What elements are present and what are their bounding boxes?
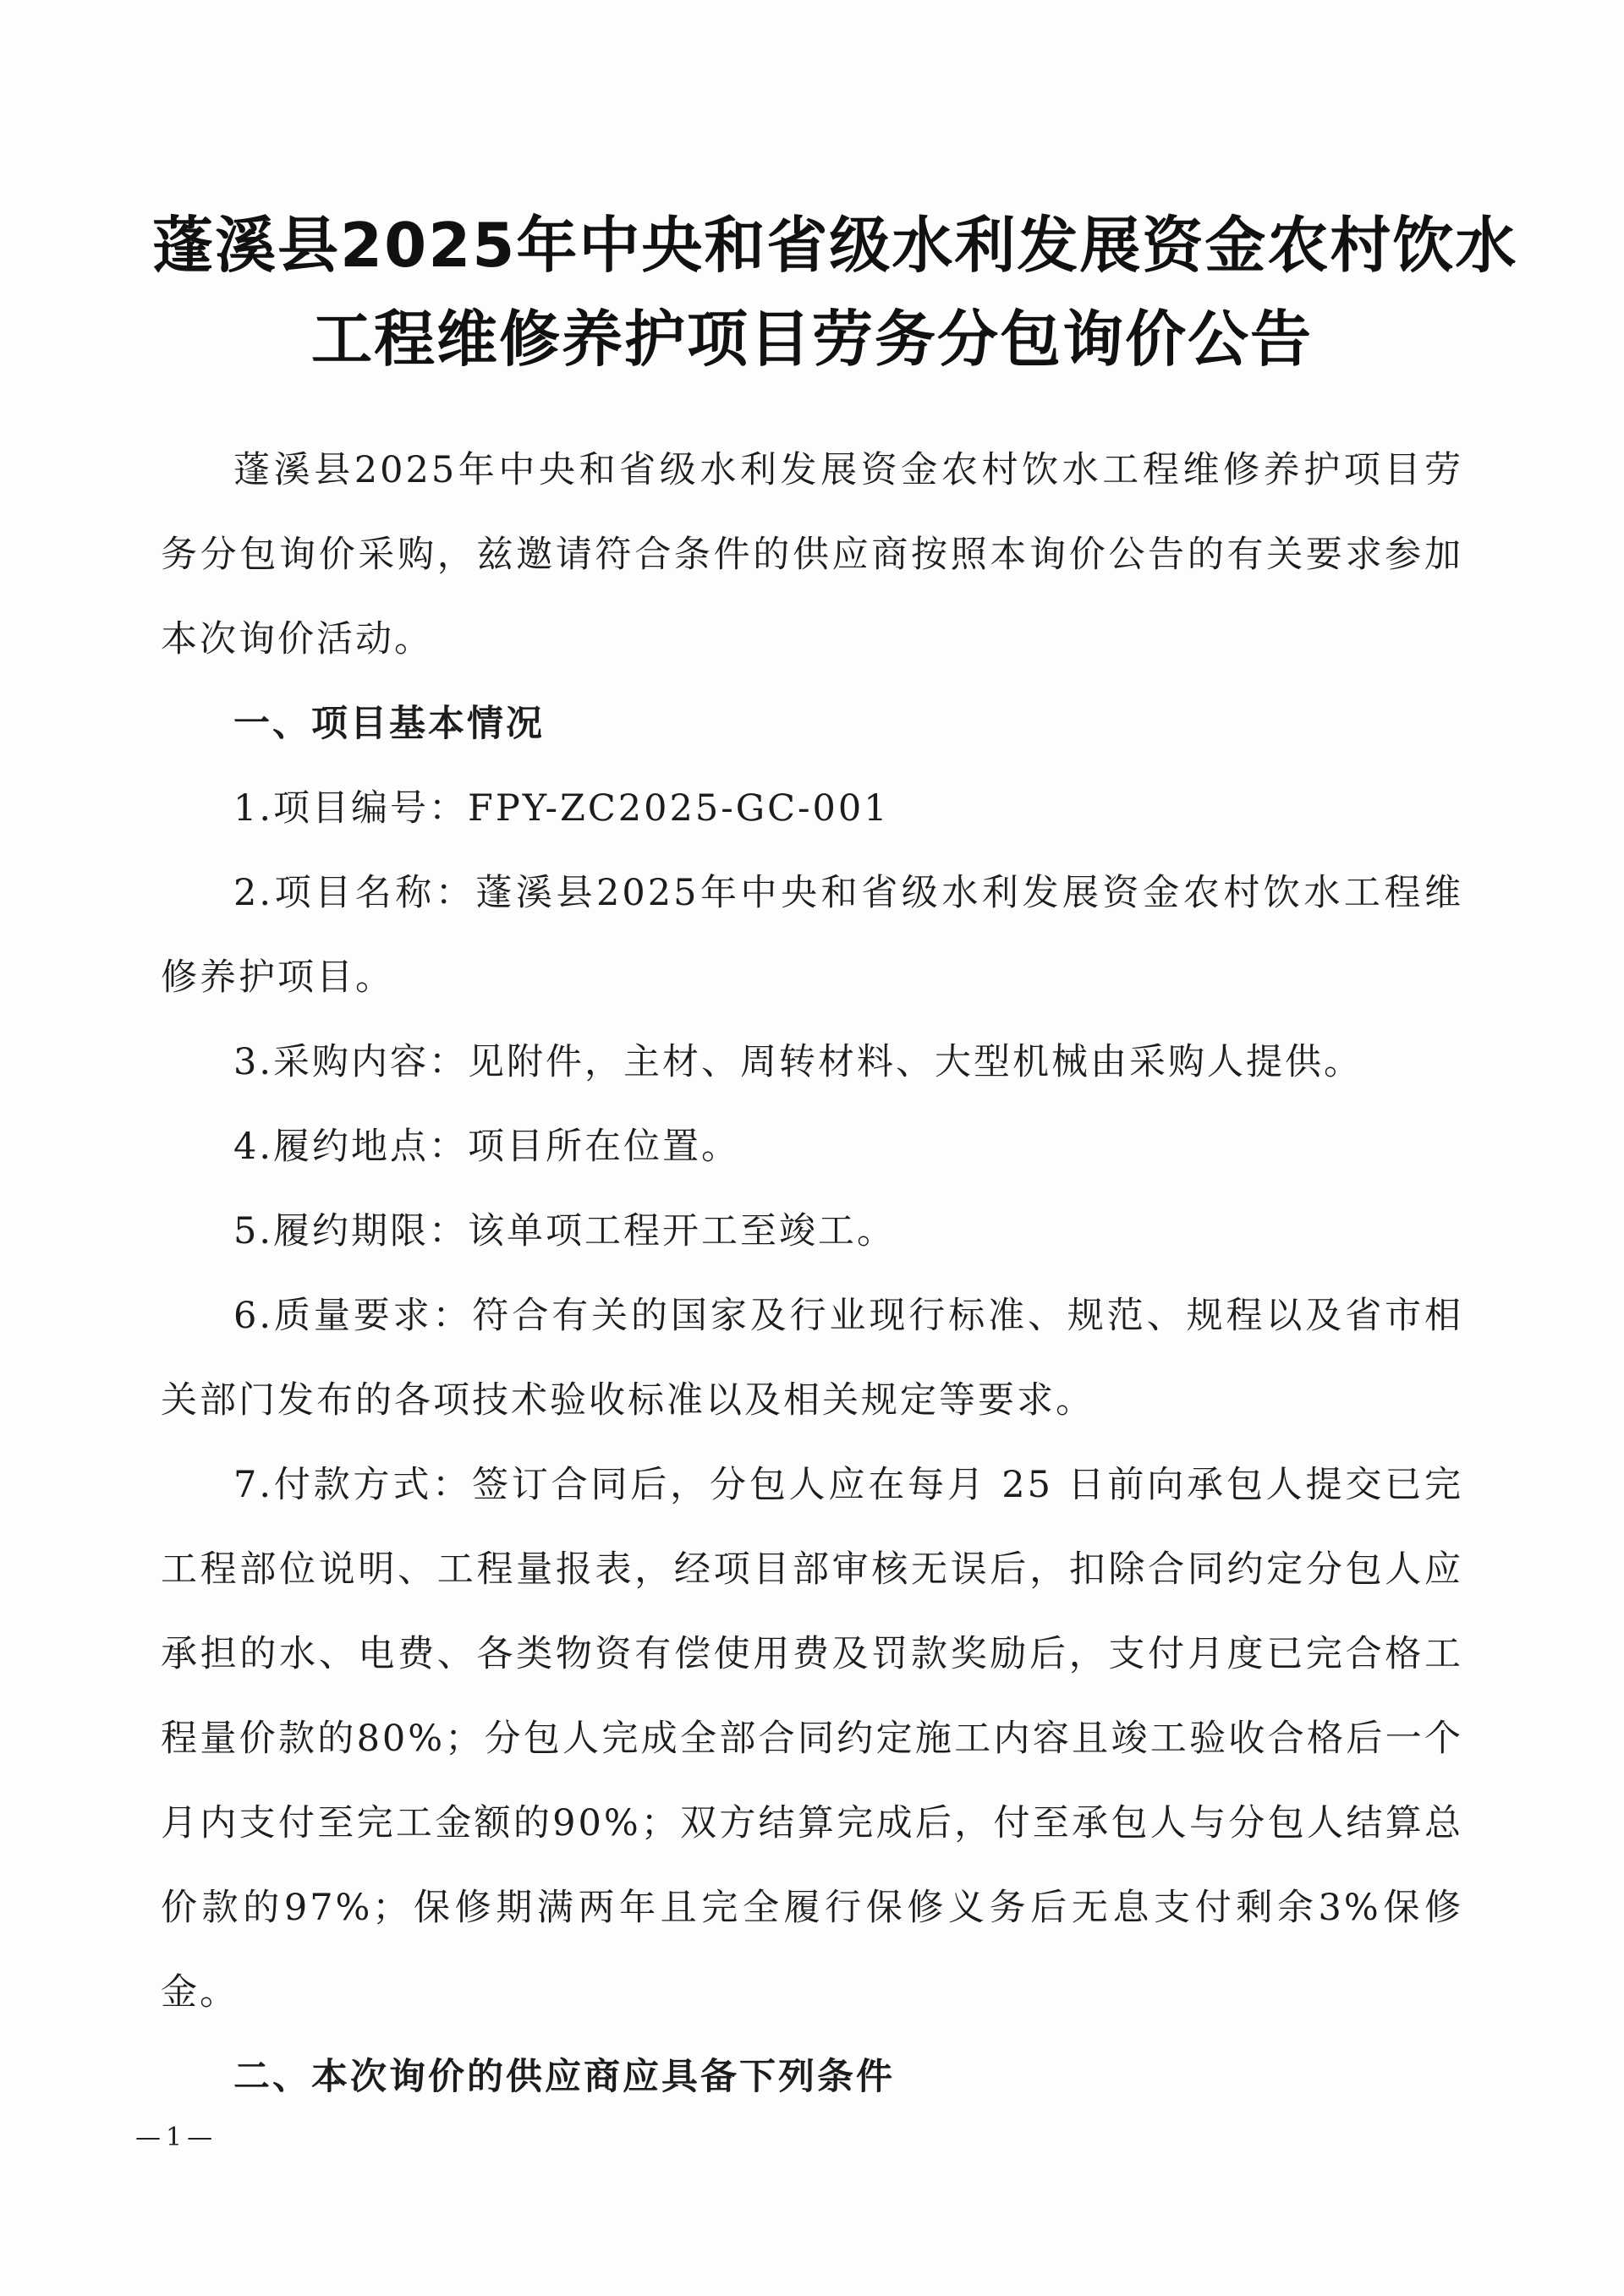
item-project-number: 1.项目编号：FPY-ZC2025-GC-001 xyxy=(233,787,890,830)
item-payment-method: 7.付款方式：签订合同后，分包人应在每月 25 日前向承包人提交已完工程部位说明、工程量报表，经项目部审核无误后，扣除合同约定分包人应承担的水、电费、各类物资有偿使用费及罚款奖励后，支付月度已完合格工程量价款的80%；分包人完成全部合同约定施工内容且竣工验收合格后一个月内支付至完工金额的90%；双方结算完成后，付至承包人与分包人结算总价款的97%；保修期满两年且完全履行保修义务后无息支付剩余3%保修金。 xyxy=(161,1464,1463,2014)
document-title-line-1: 蓬溪县2025年中央和省级水利发展资金农村饮水 xyxy=(152,210,1518,281)
item-quality-requirements: 6.质量要求：符合有关的国家及行业现行标准、规范、规程以及省市相关部门发布的各项技术验收标准以及相关规定等要求。 xyxy=(161,1295,1463,1422)
intro-paragraph: 蓬溪县2025年中央和省级水利发展资金农村饮水工程维修养护项目劳务分包询价采购，兹邀请符合条件的供应商按照本询价公告的有关要求参加本次询价活动。 xyxy=(161,449,1463,660)
item-procurement-content: 3.采购内容：见附件，主材、周转材料、大型机械由采购人提供。 xyxy=(233,1041,1363,1083)
document-body xyxy=(161,428,1463,2119)
page-number: —1— xyxy=(135,2123,218,2152)
section-2-heading: 二、本次询价的供应商应具备下列条件 xyxy=(233,2056,895,2098)
item-performance-period: 5.履约期限：该单项工程开工至竣工。 xyxy=(233,1210,897,1252)
document-title-line-2: 工程维修养护项目劳务分包询价公告 xyxy=(310,304,1313,375)
section-1-heading: 一、项目基本情况 xyxy=(233,703,545,745)
item-performance-location: 4.履约地点：项目所在位置。 xyxy=(233,1126,741,1168)
item-project-name: 2.项目名称：蓬溪县2025年中央和省级水利发展资金农村饮水工程维修养护项目。 xyxy=(161,872,1463,999)
